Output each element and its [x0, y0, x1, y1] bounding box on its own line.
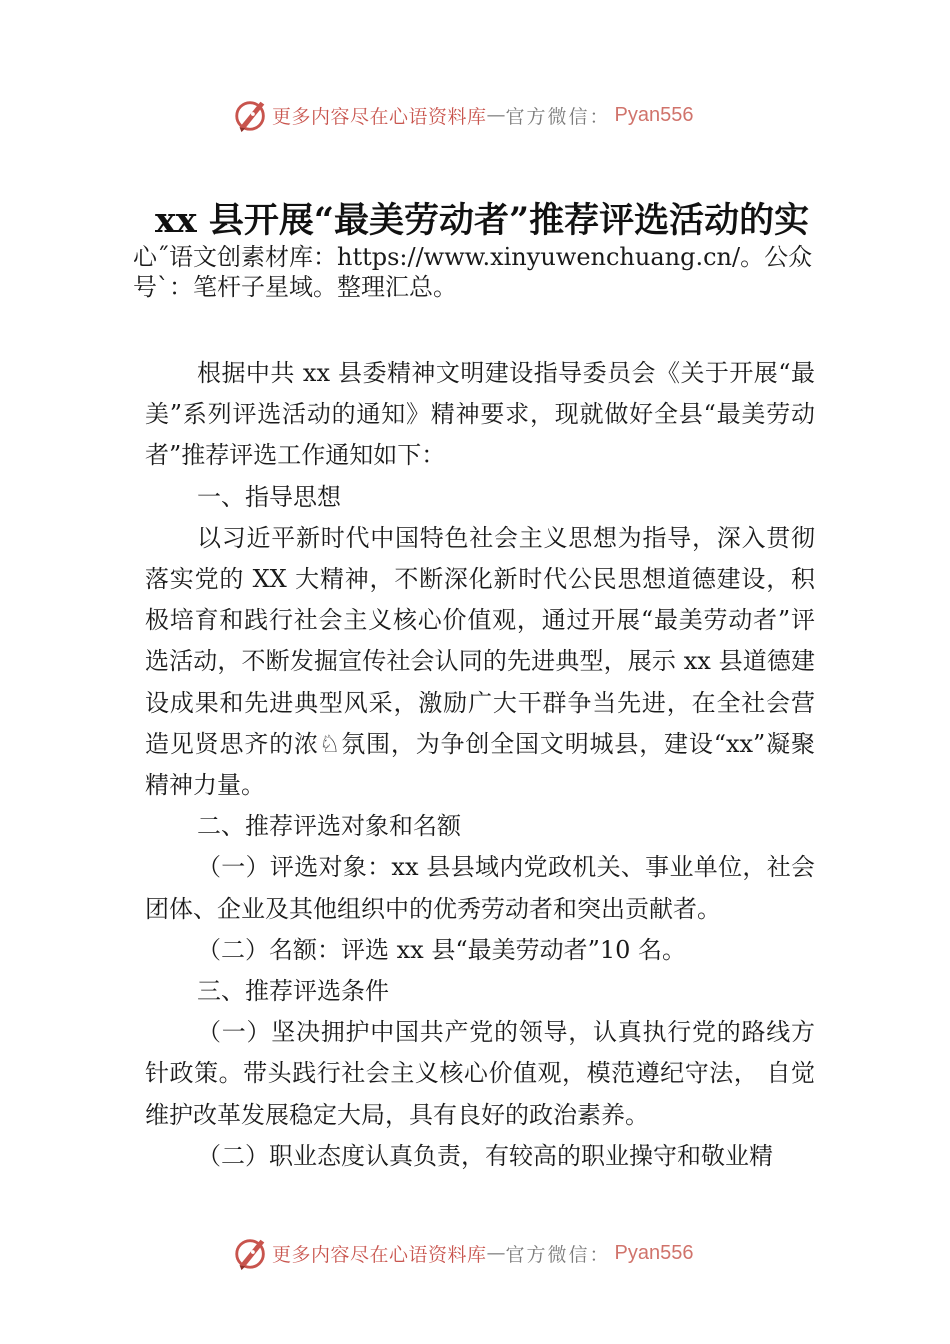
banner-wechat-handle: Pyan556 — [614, 103, 694, 126]
document-title: xx 县开展“最美劳动者”推荐评选活动的实 — [155, 200, 810, 241]
paragraph-condition-2: （二）职业态度认真负责，有较高的职业操守和敬业精 — [197, 1141, 773, 1170]
banner-official-label: 官方微信： — [505, 105, 611, 128]
paragraph-intro: 根据中共 xx 县委精神文明建设指导委员会《关于开展“最美”系列评选活动的通知》精神要求，现就做好全县“最美劳动者”推荐评选工作通知如下： — [145, 359, 815, 470]
banner-dash: — — [486, 1242, 506, 1264]
document-body — [145, 353, 815, 1177]
paragraph-target: （一）评选对象：xx 县县域内党政机关、事业单位，社会团体、企业及其他组织中的优秀劳动者和突出贡献者。 — [145, 853, 815, 923]
banner-brand-text: 更多内容尽在心语资料库 — [272, 1243, 487, 1266]
section-heading-2: 二、推荐评选对象和名额 — [197, 812, 461, 841]
banner-dash: — — [486, 104, 506, 126]
quill-pen-logo-icon — [232, 1234, 270, 1272]
footer-banner — [232, 1233, 694, 1273]
paragraph-guiding-thought: 以习近平新时代中国特色社会主义思想为指导，深入贯彻落实党的 XX 大精神，不断深化新时代公民思想道德建设，积极培育和践行社会主义核心价值观，通过开展“最美劳动者”评选活动，不断发掘宣传社会认同的先进典型，展示 xx 县道德建设成果和先进典型风采，激励广大干群争当先进，在全社会营造见贤思齐的浓♘氛围，为争创全国文明城县，建设“xx”凝聚精神力量。 — [145, 523, 815, 800]
quill-pen-logo-icon — [232, 96, 270, 134]
banner-wechat-handle: Pyan556 — [614, 1241, 694, 1264]
banner-official-label: 官方微信： — [505, 1243, 611, 1266]
section-heading-3: 三、推荐评选条件 — [197, 977, 389, 1006]
section-heading-1: 一、指导思想 — [197, 482, 341, 511]
banner-brand-text: 更多内容尽在心语资料库 — [272, 105, 487, 128]
source-note: 心˝语文创素材库：https://www.xinyuwenchuang.cn/。公众号`：笔杆子星域。整理汇总。 — [133, 243, 813, 301]
header-banner — [232, 95, 694, 135]
paragraph-quota: （二）名额：评选 xx 县“最美劳动者”10 名。 — [197, 935, 687, 964]
paragraph-condition-1: （一）坚决拥护中国共产党的领导，认真执行党的路线方针政策。带头践行社会主义核心价值观，模范遵纪守法， 自觉维护改革发展稳定大局，具有良好的政治素养。 — [145, 1018, 815, 1129]
